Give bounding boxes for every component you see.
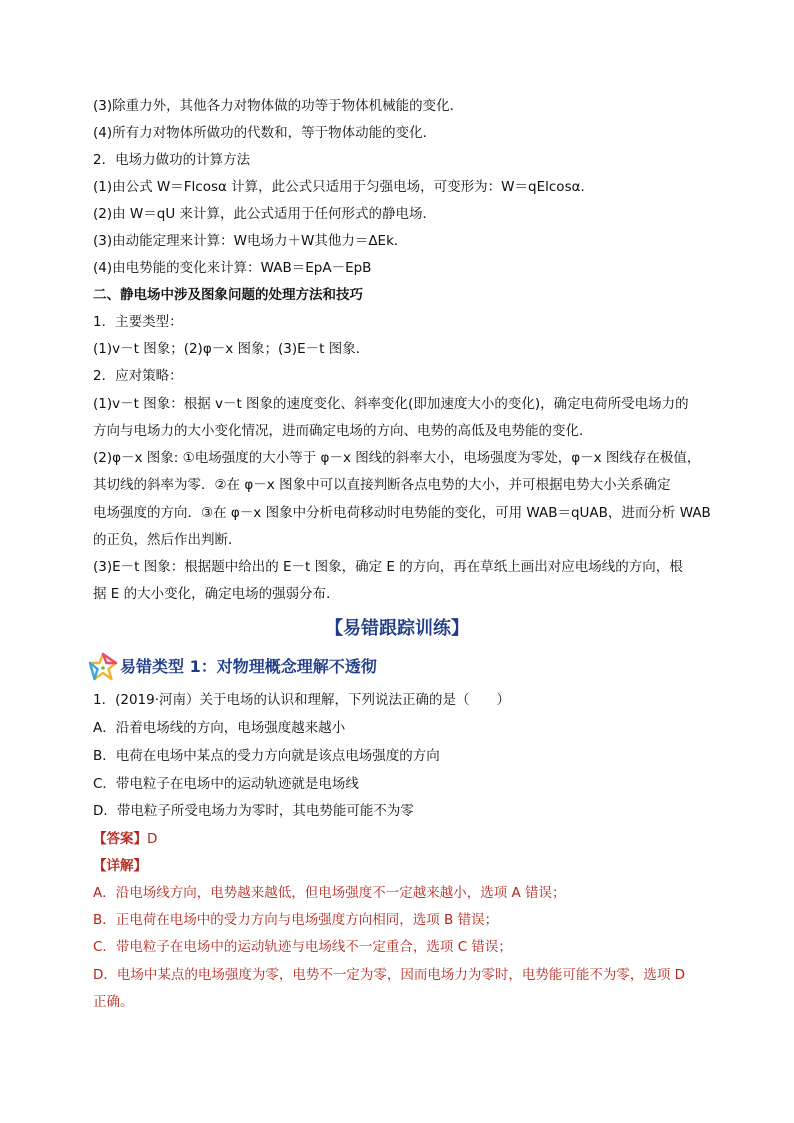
text-line: 1．主要类型： [93,314,183,330]
text-line: 2．应对策略： [93,368,183,384]
text-line: (3)E－t 图象：根据题中给出的 E－t 图象，确定 E 的方向，再在草纸上画出对应电场线的方向，根 [93,559,683,575]
text-line: 2．电场力做功的计算方法 [93,152,251,168]
option-c: C．带电粒子在电场中的运动轨迹就是电场线 [93,776,359,792]
answer-value: D [147,831,158,847]
detail-line: B．正电荷在电场中的受力方向与电场强度方向相同，选项 B 错误； [93,912,499,928]
error-type-heading: 易错类型 1：对物理概念理解不透彻 [120,657,377,676]
text-line: 的正负，然后作出判断． [93,532,242,548]
option-d: D．带电粒子所受电场力为零时，其电势能可能不为零 [93,803,414,819]
option-a: A．沿着电场线的方向，电场强度越来越小 [93,720,346,736]
detail-line: A．沿电场线方向，电势越来越低，但电场强度不一定越来越小，选项 A 错误； [93,885,566,901]
text-line: 据 E 的大小变化，确定电场的强弱分布． [93,586,340,602]
text-line: 方向与电场力的大小变化情况，进而确定电场的方向、电势的高低及电势能的变化． [93,423,593,439]
text-line: (1)v－t 图象；(2)φ－x 图象；(3)E－t 图象． [93,341,370,357]
detail-line: D．电场中某点的电场强度为零，电势不一定为零，因而电场力为零时，电势能可能不为零，选项 D [93,967,686,983]
text-line: 电场强度的方向．③在 φ－x 图象中分析电荷移动时电势能的变化，可用 WAB＝qUAB，进而分析 WAB [93,505,711,521]
answer-line [93,829,708,849]
detail-label: 【详解】 [93,858,147,874]
star-icon [88,652,118,682]
text-line: (2)φ－x 图象: ①电场强度的大小等于 φ－x 图线的斜率大小，电场强度为零处，φ－x 图线存在极值， [93,450,701,466]
training-title: 【易错跟踪训练】 [325,618,469,639]
text-line: (4)所有力对物体所做功的代数和，等于物体动能的变化． [93,125,437,141]
detail-line: 正确。 [93,994,134,1010]
text-line: (2)由 W＝qU 来计算，此公式适用于任何形式的静电场． [93,206,437,222]
text-line: (4)由电势能的变化来计算：WAB＝EpA－EpB [93,260,372,276]
detail-label-line [93,856,708,876]
text-line: (3)除重力外，其他各力对物体做的功等于物体机械能的变化． [93,98,464,114]
option-b: B．电荷在电场中某点的受力方向就是该点电场强度的方向 [93,748,440,764]
answer-label: 【答案】 [93,831,147,847]
text-line: 其切线的斜率为零．②在 φ－x 图象中可以直接判断各点电势的大小，并可根据电势大小关系确定 [93,477,671,493]
text-line: (3)由动能定理来计算：W电场力＋W其他力＝ΔEk． [93,233,408,249]
text-line: (1)由公式 W＝Flcosα 计算，此公式只适用于匀强电场，可变形为：W＝qElcosα． [93,179,594,195]
text-line: (1)v－t 图象：根据 v－t 图象的速度变化、斜率变化(即加速度大小的变化)，确定电荷所受电场力的 [93,396,689,412]
question-stem: 1．(2019·河南）关于电场的认识和理解，下列说法正确的是（ ） [93,692,511,708]
detail-line: C．带电粒子在电场中的运动轨迹与电场线不一定重合，选项 C 错误； [93,939,512,955]
section-heading: 二、静电场中涉及图象问题的处理方法和技巧 [93,287,363,303]
